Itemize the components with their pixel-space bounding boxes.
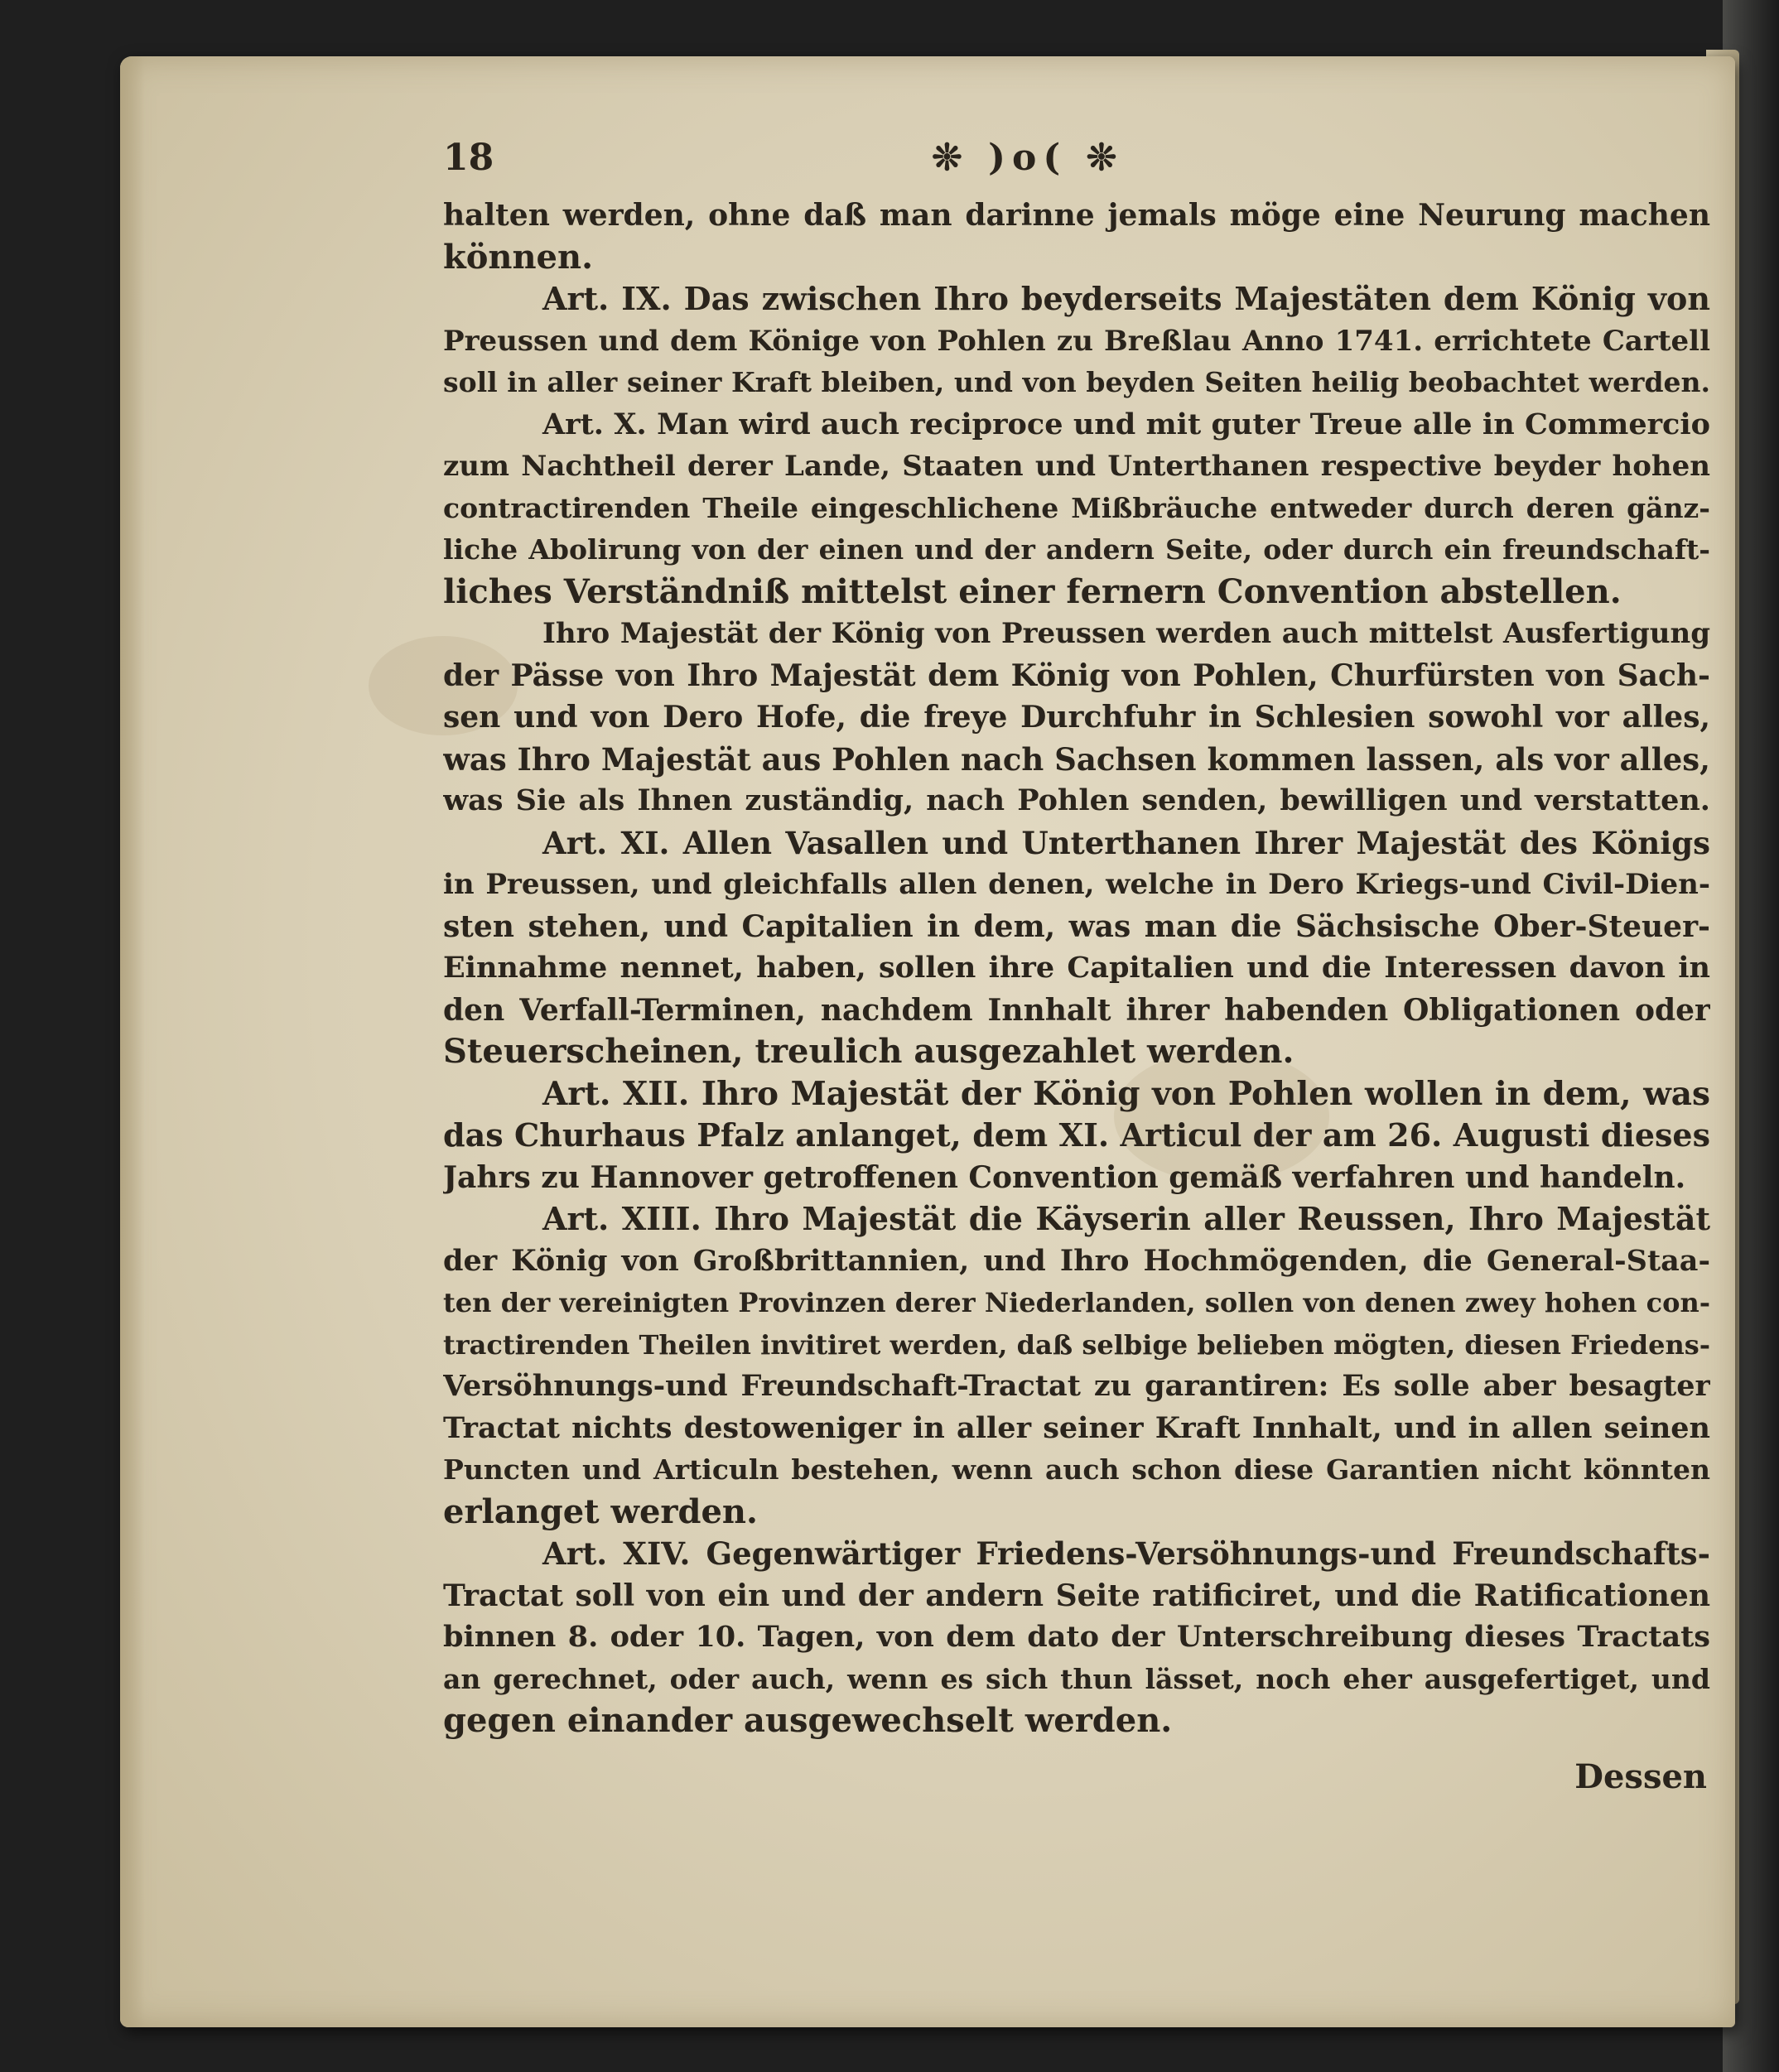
page-content (443, 137, 1710, 1796)
text-line: erlanget werden. (443, 1491, 758, 1531)
text-line: Preussen und dem Könige von Pohlen zu Breßlau Anno 1741. errichtete Cartell (443, 324, 1710, 358)
page-gutter (120, 56, 145, 2027)
catchword: Dessen (1574, 1756, 1707, 1796)
text-line: in Preussen, und gleichfalls allen denen, welche in Dero Kriegs-und Civil-Dien- (443, 868, 1710, 901)
text-line: binnen 8. oder 10. Tagen, von dem dato der Unterschreibung dieses Tractats (443, 1620, 1710, 1654)
text-line: Tractat soll von ein und der andern Seite ratificiret, und die Ratificationen (443, 1578, 1710, 1613)
text-line: Puncten und Articuln bestehen, wenn auch schon diese Garantien nicht könnten (443, 1453, 1710, 1486)
text-line: Jahrs zu Hannover getroffenen Convention gemäß verfahren und handeln. (443, 1159, 1686, 1195)
text-line: Art. X. Man wird auch reciproce und mit guter Treue alle in Commercio (542, 407, 1710, 441)
text-line: gegen einander ausgewechselt werden. (443, 1701, 1173, 1740)
text-line: Ihro Majestät der König von Preussen werden auch mittelst Ausfertigung (542, 617, 1710, 650)
text-line: Art. IX. Das zwischen Ihro beyderseits Majestäten dem König von (542, 280, 1710, 317)
text-line: soll in aller seiner Kraft bleiben, und von beyden Seiten heilig beobachtet werden. (443, 366, 1710, 398)
text-line: können. (443, 237, 594, 277)
text-line: liche Abolirung von der einen und der andern Seite, oder durch ein freundschaft- (443, 533, 1710, 566)
text-line: liches Verständniß mittelst einer fernern Convention abstellen. (443, 571, 1622, 611)
text-line: was Sie als Ihnen zuständig, nach Pohlen senden, bewilligen und verstatten. (443, 783, 1710, 817)
text-body (443, 195, 1710, 1742)
text-line: Versöhnungs-und Freundschaft-Tractat zu garantiren: Es solle aber besagter (443, 1369, 1710, 1403)
text-line: Art. XIV. Gegenwärtiger Friedens-Versöhnungs-und Freundschafts- (542, 1535, 1710, 1572)
text-line: sten stehen, und Capitalien in dem, was man die Sächsische Ober-Steuer- (443, 908, 1710, 944)
text-line: an gerechnet, oder auch, wenn es sich thun lässet, noch eher ausgefertiget, und (443, 1662, 1710, 1695)
header-ornament: ❊ )o( ❊ (932, 137, 1124, 179)
text-line: was Ihro Majestät aus Pohlen nach Sachsen kommen lassen, als vor alles, (443, 740, 1710, 778)
page-header (443, 137, 1710, 186)
text-line: Art. XI. Allen Vasallen und Unterthanen Ihrer Majestät des Königs (542, 824, 1710, 861)
text-line: zum Nachtheil derer Lande, Staaten und Unterthanen respective beyder hohen (443, 450, 1710, 483)
text-line: contractirenden Theile eingeschlichene Mißbräuche entweder durch deren gänz- (443, 491, 1710, 524)
text-line: sen und von Dero Hofe, die freye Durchfuhr in Schlesien sowohl vor alles, (443, 700, 1710, 735)
text-line: das Churhaus Pfalz anlanget, dem XI. Articul der am 26. Augusti dieses (443, 1116, 1710, 1154)
text-line: Einnahme nennet, haben, sollen ihre Capitalien und die Interessen davon in (443, 951, 1710, 985)
text-line: den Verfall-Terminen, nachdem Innhalt ihrer habenden Obligationen oder (443, 992, 1710, 1028)
text-line: Tractat nichts destoweniger in aller seiner Kraft Innhalt, und in allen seinen (443, 1410, 1710, 1445)
text-line: tractirenden Theilen invitiret werden, daß selbige belieben mögten, diesen Friedens- (443, 1328, 1710, 1361)
text-line: Steuerscheinen, treulich ausgezahlet werden. (443, 1032, 1294, 1071)
text-line: der Pässe von Ihro Majestät dem König von Pohlen, Churfürsten von Sach- (443, 658, 1710, 693)
text-line: Art. XIII. Ihro Majestät die Käyserin aller Reussen, Ihro Majestät (542, 1200, 1710, 1237)
text-line: ten der vereinigten Provinzen derer Niederlanden, sollen von denen zwey hohen con- (443, 1287, 1710, 1318)
text-line: Art. XII. Ihro Majestät der König von Pohlen wollen in dem, was (542, 1074, 1710, 1113)
text-line: halten werden, ohne daß man darinne jemals möge eine Neurung machen (443, 198, 1710, 233)
text-line: der König von Großbrittannien, und Ihro Hochmögenden, die General-Staa- (443, 1243, 1710, 1278)
page-number: 18 (443, 137, 494, 179)
